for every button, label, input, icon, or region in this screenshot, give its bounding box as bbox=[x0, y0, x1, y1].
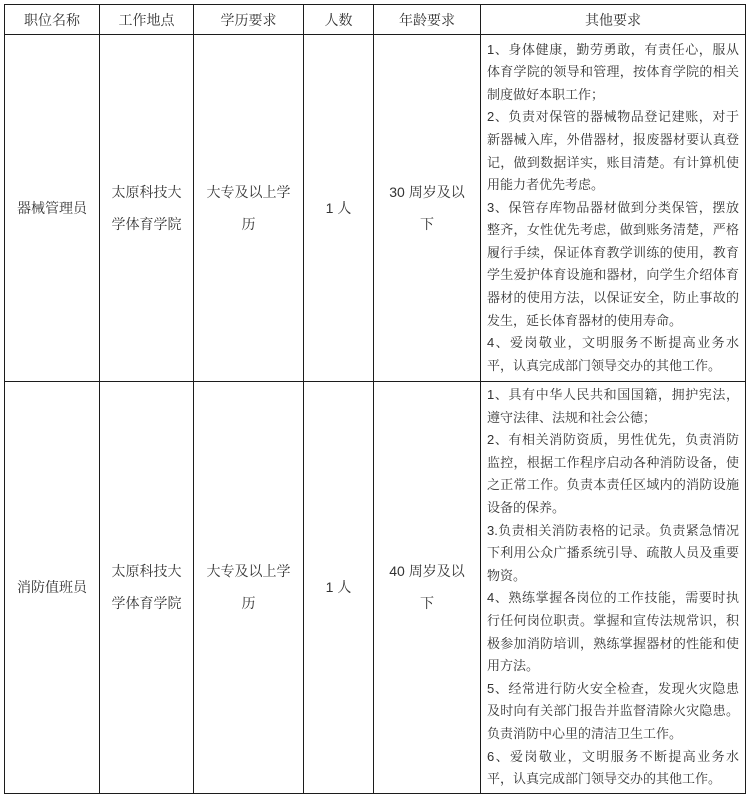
header-position-name: 职位名称 bbox=[5, 5, 100, 35]
cell-work-location: 太原科技大学体育学院 bbox=[100, 382, 194, 794]
requirement-item: 1、具有中华人民共和国国籍，拥护宪法，遵守法律、法规和社会公德； bbox=[487, 387, 739, 425]
table-row-fire-duty-officer bbox=[5, 382, 746, 794]
header-row bbox=[5, 5, 746, 35]
cell-education-requirement: 大专及以上学历 bbox=[194, 35, 304, 382]
recruitment-table bbox=[4, 4, 746, 794]
cell-other-requirements bbox=[481, 35, 746, 382]
requirement-item: 6、爱岗敬业，文明服务不断提高业务水平，认真完成部门领导交办的其他工作。 bbox=[487, 748, 739, 787]
cell-age-requirement: 40 周岁及以下 bbox=[374, 382, 481, 794]
cell-work-location: 太原科技大学体育学院 bbox=[100, 35, 194, 382]
requirement-item: 2、负责对保管的器械物品登记建账，对于新器械入库，外借器材，报废器材要认真登记，做到数据详实，账目清楚。有计算机使用能力者优先考虑。 bbox=[487, 109, 739, 193]
cell-age-requirement: 30 周岁及以下 bbox=[374, 35, 481, 382]
requirement-item: 4、爱岗敬业，文明服务不断提高业务水平，认真完成部门领导交办的其他工作。 bbox=[487, 335, 739, 373]
table-row-equipment-manager bbox=[5, 35, 746, 382]
requirement-item: 5、经常进行防火安全检查，发现火灾隐患及时向有关部门报告并监督清除火灾隐患。负责消防中心里的清洁卫生工作。 bbox=[487, 680, 739, 741]
cell-education-requirement: 大专及以上学历 bbox=[194, 382, 304, 794]
header-work-location: 工作地点 bbox=[100, 5, 194, 35]
cell-headcount: 1 人 bbox=[304, 35, 374, 382]
header-headcount: 人数 bbox=[304, 5, 374, 35]
cell-other-requirements bbox=[481, 382, 746, 794]
requirement-item: 4、熟练掌握各岗位的工作技能，需要时执行任何岗位职责。掌握和宣传法规常识，积极参加消防培训，熟练掌握器材的性能和使用方法。 bbox=[487, 590, 739, 674]
header-education-requirement: 学历要求 bbox=[194, 5, 304, 35]
requirement-item: 3.负责相关消防表格的记录。负责紧急情况下利用公众广播系统引导、疏散人员及重要物资。 bbox=[487, 522, 739, 583]
requirement-item: 3、保管存库物品器材做到分类保管，摆放整齐，女性优先考虑，做到账务清楚，严格履行手续，保证体育教学训练的使用，教育学生爱护体育设施和器材，向学生介绍体育器材的使用方法，以保证安全，防止事故的发生，延长体育器材的使用寿命。 bbox=[487, 199, 739, 328]
cell-position-name: 消防值班员 bbox=[5, 382, 100, 794]
requirement-item: 2、有相关消防资质，男性优先，负责消防监控，根据工作程序启动各种消防设备，使之正常工作。负责本责任区域内的消防设施设备的保养。 bbox=[487, 432, 739, 515]
cell-headcount: 1 人 bbox=[304, 382, 374, 794]
cell-position-name: 器械管理员 bbox=[5, 35, 100, 382]
requirement-item: 1、身体健康，勤劳勇敢，有责任心，服从体育学院的领导和管理，按体育学院的相关制度做好本职工作； bbox=[487, 41, 739, 102]
header-other-requirements: 其他要求 bbox=[481, 5, 746, 35]
header-age-requirement: 年龄要求 bbox=[374, 5, 481, 35]
